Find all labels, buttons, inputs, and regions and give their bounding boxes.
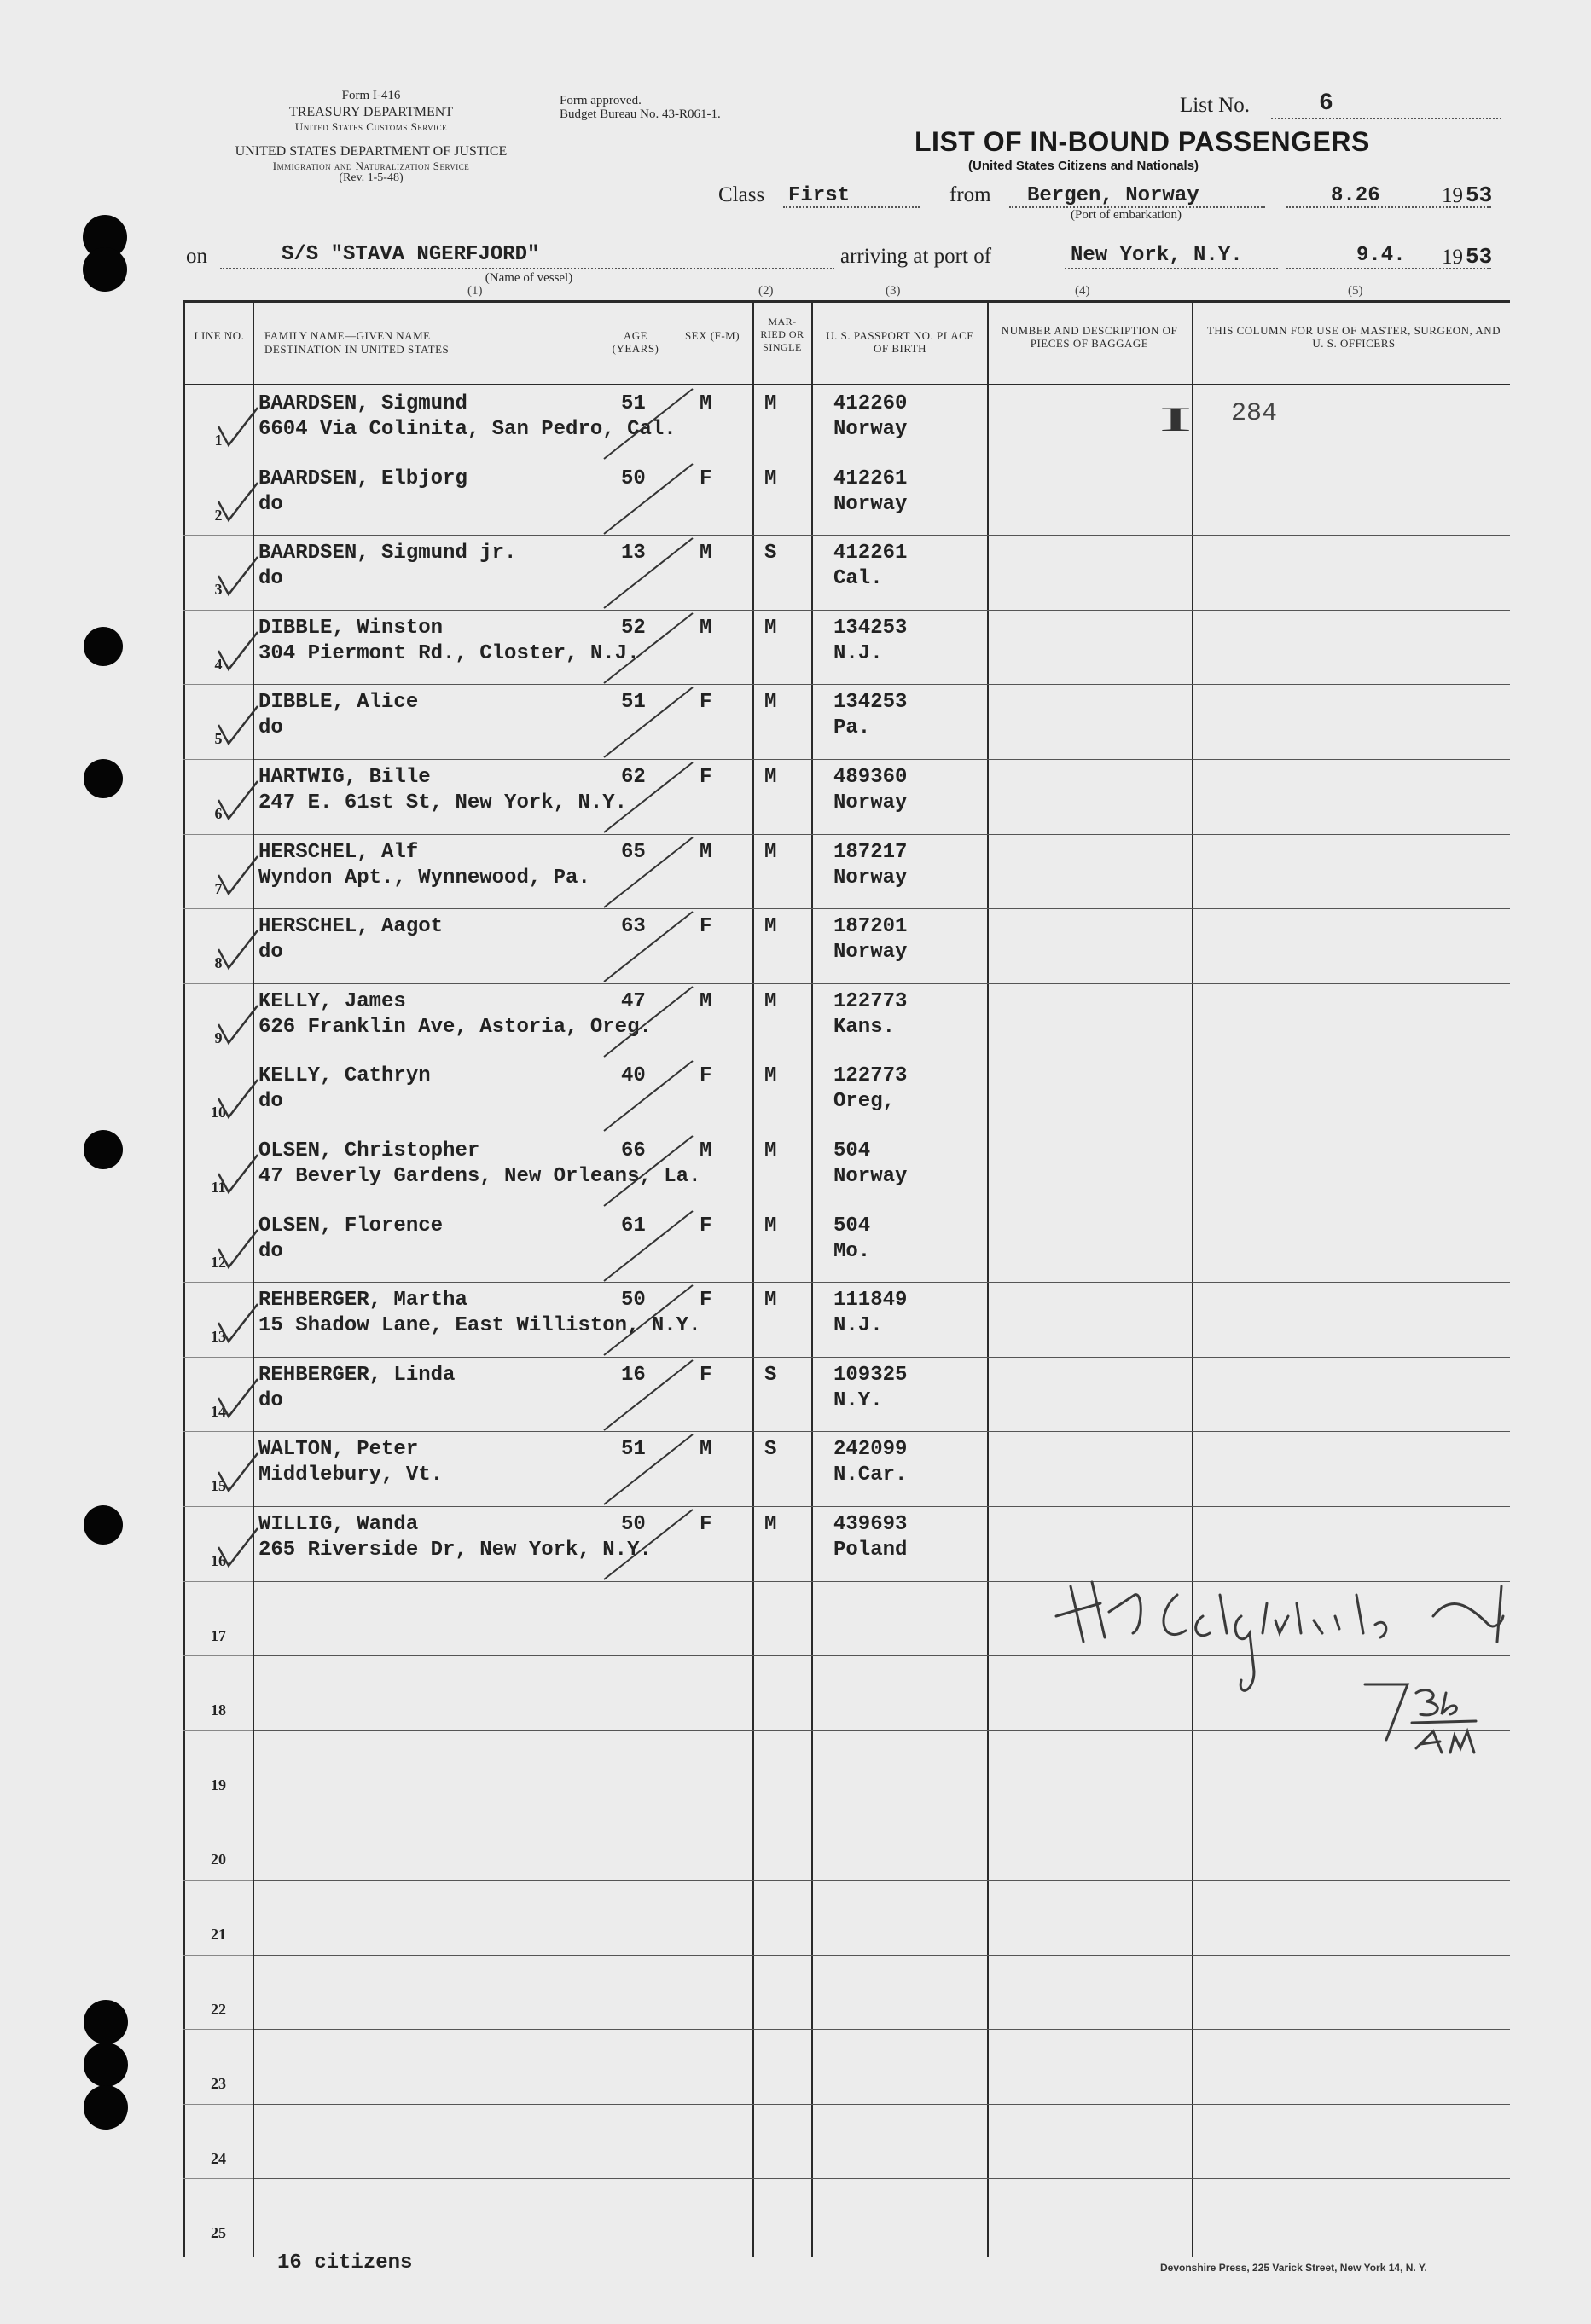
passenger-sex: F xyxy=(700,766,712,789)
tally-slash-mark xyxy=(597,759,700,836)
tally-check-mark xyxy=(213,851,264,902)
passport-number: 187201 xyxy=(833,915,908,938)
ins-label: Immigration and Naturalization Service xyxy=(272,159,470,172)
header-bottom-border xyxy=(183,384,1510,385)
line-number: 25 xyxy=(211,2224,226,2241)
passport-number: 412261 xyxy=(833,542,908,565)
row-separator xyxy=(183,1506,253,1507)
line-number: 6 xyxy=(214,805,223,822)
passenger-destination: do xyxy=(258,567,283,590)
row-separator xyxy=(254,759,1510,760)
col-divider-passport xyxy=(811,300,813,2257)
passenger-name: BAARDSEN, Sigmund xyxy=(258,392,467,415)
passenger-name: KELLY, Cathryn xyxy=(258,1064,431,1087)
tally-check-mark xyxy=(213,1075,264,1126)
passenger-marital: M xyxy=(764,691,777,714)
tally-check-mark xyxy=(213,1000,264,1052)
passenger-age: 50 xyxy=(621,467,646,490)
passenger-name: WALTON, Peter xyxy=(258,1438,419,1461)
header-baggage: NUMBER AND DESCRIPTION OF PIECES OF BAGGAGE xyxy=(1001,324,1178,350)
row-separator xyxy=(254,1655,1510,1656)
line-number: 15 xyxy=(211,1477,226,1494)
row-separator xyxy=(254,2104,1510,2105)
row-separator xyxy=(183,1581,253,1582)
arrival-year: 53 xyxy=(1466,244,1493,269)
passport-number: 111849 xyxy=(833,1289,908,1312)
row-separator xyxy=(254,1506,1510,1507)
line-number: 19 xyxy=(211,1776,226,1794)
passenger-marital: M xyxy=(764,841,777,864)
passenger-name: HERSCHEL, Alf xyxy=(258,841,419,864)
passenger-name: DIBBLE, Alice xyxy=(258,691,419,714)
line-number: 9 xyxy=(214,1029,223,1046)
col-divider-baggage xyxy=(987,300,989,2257)
tally-check-mark xyxy=(213,1225,264,1276)
passenger-age: 62 xyxy=(621,766,646,789)
tally-slash-mark xyxy=(597,684,700,761)
place-of-birth: Norway xyxy=(833,1165,908,1188)
form-approved: Form approved. xyxy=(560,94,642,107)
passenger-destination: 626 Franklin Ave, Astoria, Oreg. xyxy=(258,1016,652,1039)
place-of-birth: N.Y. xyxy=(833,1389,883,1412)
passenger-age: 66 xyxy=(621,1139,646,1162)
tally-check-mark xyxy=(213,776,264,827)
line-number: 1 xyxy=(214,432,223,449)
passenger-age: 50 xyxy=(621,1289,646,1312)
passport-number: 122773 xyxy=(833,1064,908,1087)
passenger-age: 13 xyxy=(621,542,646,565)
passenger-age: 47 xyxy=(621,990,646,1013)
passenger-age: 51 xyxy=(621,392,646,415)
row-separator xyxy=(183,2178,253,2179)
row-separator xyxy=(254,535,1510,536)
passenger-name: REHBERGER, Linda xyxy=(258,1364,456,1387)
customs-label: United States Customs Service xyxy=(294,120,448,133)
passenger-age: 50 xyxy=(621,1513,646,1536)
line-number: 24 xyxy=(211,2150,226,2167)
header-destination: DESTINATION IN UNITED STATES xyxy=(264,343,450,356)
passenger-destination: Wyndon Apt., Wynnewood, Pa. xyxy=(258,866,590,890)
tally-slash-mark xyxy=(597,1208,700,1284)
passenger-destination: Middlebury, Vt. xyxy=(258,1463,444,1487)
form-number: Form I-416 xyxy=(341,89,401,102)
passenger-age: 52 xyxy=(621,617,646,640)
row-separator xyxy=(183,1730,253,1731)
tally-check-mark xyxy=(213,627,264,678)
row-separator xyxy=(254,1357,1510,1358)
tally-check-mark xyxy=(213,1150,264,1201)
row-separator xyxy=(254,2178,1510,2179)
passenger-marital: S xyxy=(764,542,777,565)
tally-slash-mark xyxy=(597,1357,700,1434)
col-divider-officers xyxy=(1192,300,1193,2257)
depart-year: 53 xyxy=(1466,183,1493,208)
place-of-birth: Norway xyxy=(833,866,908,890)
row-separator xyxy=(183,684,253,685)
line-number: 4 xyxy=(214,656,223,673)
list-no-value: 6 xyxy=(1319,90,1333,117)
passenger-marital: M xyxy=(764,990,777,1013)
place-of-birth: Mo. xyxy=(833,1240,871,1263)
row-separator xyxy=(254,1431,1510,1432)
line-number: 2 xyxy=(214,507,223,524)
class-value: First xyxy=(788,184,851,207)
header-age: AGE (YEARS) xyxy=(612,329,659,355)
tally-check-mark xyxy=(213,1523,264,1574)
passport-number: 242099 xyxy=(833,1438,908,1461)
tally-check-mark xyxy=(213,1299,264,1350)
officer-number: 284 xyxy=(1231,399,1278,428)
row-separator xyxy=(183,983,253,984)
place-of-birth: Oreg, xyxy=(833,1090,896,1113)
embark-caption: (Port of embarkation) xyxy=(1071,208,1182,222)
passenger-sex: F xyxy=(700,1513,712,1536)
passenger-destination: 15 Shadow Lane, East Williston, N.Y. xyxy=(258,1314,701,1337)
passenger-sex: F xyxy=(700,1064,712,1087)
line-number: 12 xyxy=(211,1254,226,1271)
row-separator xyxy=(254,1730,1510,1731)
passport-number: 504 xyxy=(833,1214,871,1237)
header-sex: SEX (F-M) xyxy=(684,329,740,342)
rev-label: (Rev. 1-5-48) xyxy=(339,171,404,184)
passenger-age: 16 xyxy=(621,1364,646,1387)
passport-number: 109325 xyxy=(833,1364,908,1387)
passenger-destination: do xyxy=(258,1090,283,1113)
place-of-birth: Poland xyxy=(833,1539,908,1562)
line-number: 11 xyxy=(211,1179,226,1196)
passenger-destination: 247 E. 61st St, New York, N.Y. xyxy=(258,791,628,814)
passport-number: 122773 xyxy=(833,990,908,1013)
passenger-sex: M xyxy=(700,617,712,640)
passenger-destination: do xyxy=(258,716,283,739)
tally-check-mark xyxy=(213,701,264,752)
col-divider-line xyxy=(183,300,185,2257)
row-separator xyxy=(254,1955,1510,1956)
line-number: 16 xyxy=(211,1552,226,1569)
tally-check-mark xyxy=(213,1448,264,1499)
passenger-marital: M xyxy=(764,1064,777,1087)
col-number-5: (5) xyxy=(1348,284,1363,298)
vessel-name: S/S "STAVA NGERFJORD" xyxy=(282,243,540,266)
tally-slash-mark xyxy=(597,1133,700,1209)
passenger-destination: do xyxy=(258,1389,283,1412)
tally-slash-mark xyxy=(597,1431,700,1508)
passport-number: 504 xyxy=(833,1139,871,1162)
passport-number: 134253 xyxy=(833,617,908,640)
col-number-1: (1) xyxy=(467,284,483,298)
passport-number: 489360 xyxy=(833,766,908,789)
passenger-destination: do xyxy=(258,1240,283,1263)
line-number: 10 xyxy=(211,1104,226,1121)
place-of-birth: Norway xyxy=(833,791,908,814)
col-divider-married xyxy=(752,300,754,2257)
col-number-2: (2) xyxy=(758,284,774,298)
line-number: 23 xyxy=(211,2075,226,2092)
passenger-sex: F xyxy=(700,1289,712,1312)
place-of-birth: Kans. xyxy=(833,1016,896,1039)
passenger-name: OLSEN, Florence xyxy=(258,1214,444,1237)
passenger-marital: M xyxy=(764,467,777,490)
tally-check-mark xyxy=(213,925,264,977)
passenger-age: 51 xyxy=(621,1438,646,1461)
row-separator xyxy=(183,1282,253,1283)
place-of-birth: N.J. xyxy=(833,1314,883,1337)
arrival-date: 9.4. xyxy=(1356,244,1406,267)
place-of-birth: Norway xyxy=(833,941,908,964)
line-number: 20 xyxy=(211,1851,226,1868)
header-officers: THIS COLUMN FOR USE OF MASTER, SURGEON, AND U. S. OFFICERS xyxy=(1206,324,1501,350)
row-separator xyxy=(183,535,253,536)
passenger-age: 65 xyxy=(621,841,646,864)
row-separator xyxy=(183,1880,253,1881)
row-separator xyxy=(183,1431,253,1432)
passenger-age: 63 xyxy=(621,915,646,938)
row-separator xyxy=(254,2029,1510,2030)
tally-check-mark xyxy=(213,552,264,603)
passenger-marital: M xyxy=(764,1289,777,1312)
line-number: 3 xyxy=(214,581,223,598)
class-label: Class xyxy=(718,183,765,206)
passenger-name: HARTWIG, Bille xyxy=(258,766,431,789)
passenger-sex: F xyxy=(700,467,712,490)
row-separator xyxy=(254,610,1510,611)
passenger-sex: F xyxy=(700,1214,712,1237)
passenger-name: WILLIG, Wanda xyxy=(258,1513,419,1536)
passenger-sex: M xyxy=(700,841,712,864)
passenger-marital: S xyxy=(764,1438,777,1461)
place-of-birth: Cal. xyxy=(833,567,883,590)
tally-slash-mark xyxy=(597,535,700,611)
row-separator xyxy=(183,759,253,760)
passenger-sex: F xyxy=(700,691,712,714)
passenger-age: 51 xyxy=(621,691,646,714)
passenger-marital: M xyxy=(764,1139,777,1162)
citizens-count: 16 citizens xyxy=(277,2252,413,2275)
row-separator xyxy=(183,2029,253,2030)
depart-date: 8.26 xyxy=(1331,184,1380,207)
row-separator xyxy=(254,1282,1510,1283)
passenger-marital: M xyxy=(764,766,777,789)
line-number: 17 xyxy=(211,1627,226,1644)
header-passport: U. S. PASSPORT NO. PLACE OF BIRTH xyxy=(826,329,974,355)
tally-slash-mark xyxy=(597,983,700,1060)
line-number: 14 xyxy=(211,1403,226,1420)
passport-number: 187217 xyxy=(833,841,908,864)
place-of-birth: Norway xyxy=(833,418,908,441)
arrival-year-prefix: 19 xyxy=(1442,246,1463,269)
col-number-3: (3) xyxy=(886,284,901,298)
header-line-no: LINE NO. xyxy=(194,329,245,342)
passenger-name: OLSEN, Christopher xyxy=(258,1139,480,1162)
table-top-border xyxy=(183,300,1510,303)
passenger-sex: M xyxy=(700,392,712,415)
row-separator xyxy=(254,908,1510,909)
printer-imprint: Devonshire Press, 225 Varick Street, New York 14, N. Y. xyxy=(1160,2262,1427,2274)
treasury-label: TREASURY DEPARTMENT xyxy=(288,105,454,119)
passenger-name: HERSCHEL, Aagot xyxy=(258,915,444,938)
passenger-destination: 47 Beverly Gardens, New Orleans, La. xyxy=(258,1165,701,1188)
passenger-destination: do xyxy=(258,493,283,516)
row-separator xyxy=(183,908,253,909)
tally-check-mark xyxy=(213,1374,264,1425)
passport-number: 439693 xyxy=(833,1513,908,1536)
vessel-caption: (Name of vessel) xyxy=(485,271,573,285)
row-separator xyxy=(183,1655,253,1656)
justice-label: UNITED STATES DEPARTMENT OF JUSTICE xyxy=(235,144,508,159)
passenger-name: BAARDSEN, Elbjorg xyxy=(258,467,467,490)
passport-number: 134253 xyxy=(833,691,908,714)
row-separator xyxy=(183,834,253,835)
line-number: 18 xyxy=(211,1701,226,1718)
arrival-port: New York, N.Y. xyxy=(1071,244,1243,267)
tally-slash-mark xyxy=(597,1058,700,1134)
col-number-4: (4) xyxy=(1075,284,1090,298)
passenger-marital: M xyxy=(764,392,777,415)
arriving-label: arriving at port of xyxy=(840,245,992,268)
passenger-marital: S xyxy=(764,1364,777,1387)
line-number: 5 xyxy=(214,730,223,747)
tally-check-mark xyxy=(213,403,264,454)
passenger-name: REHBERGER, Martha xyxy=(258,1289,467,1312)
tally-slash-mark xyxy=(597,1282,700,1359)
line-number: 7 xyxy=(214,880,223,897)
tally-slash-mark xyxy=(597,461,700,537)
passenger-destination: 6604 Via Colinita, San Pedro, Cal. xyxy=(258,418,676,441)
passenger-age: 40 xyxy=(621,1064,646,1087)
row-separator xyxy=(254,1880,1510,1881)
line-number: 8 xyxy=(214,954,223,971)
header-name: FAMILY NAME—GIVEN NAME xyxy=(264,329,431,342)
on-label: on xyxy=(186,245,207,268)
tally-slash-mark xyxy=(597,908,700,985)
row-separator xyxy=(183,1357,253,1358)
tally-slash-mark xyxy=(597,834,700,911)
tally-slash-mark xyxy=(597,1506,700,1583)
officer-tally-mark: I xyxy=(1158,400,1193,438)
passenger-destination: 304 Piermont Rd., Closter, N.J. xyxy=(258,642,640,665)
passenger-marital: M xyxy=(764,617,777,640)
passenger-marital: M xyxy=(764,915,777,938)
depart-year-prefix: 19 xyxy=(1442,184,1463,207)
budget-bureau: Budget Bureau No. 43-R061-1. xyxy=(560,107,721,121)
line-number: 22 xyxy=(211,2001,226,2018)
passport-number: 412260 xyxy=(833,392,908,415)
row-separator xyxy=(254,983,1510,984)
place-of-birth: Pa. xyxy=(833,716,871,739)
place-of-birth: N.Car. xyxy=(833,1463,908,1487)
passenger-sex: M xyxy=(700,990,712,1013)
list-no-label: List No. xyxy=(1180,94,1250,117)
row-separator xyxy=(183,1955,253,1956)
row-separator xyxy=(183,610,253,611)
from-label: from xyxy=(949,183,991,206)
passenger-age: 61 xyxy=(621,1214,646,1237)
document-subtitle: (United States Citizens and Nationals) xyxy=(968,159,1199,173)
place-of-birth: Norway xyxy=(833,493,908,516)
passenger-destination: do xyxy=(258,941,283,964)
passenger-sex: M xyxy=(700,1438,712,1461)
header-married: MAR- RIED OR SINGLE xyxy=(760,316,804,353)
line-number: 13 xyxy=(211,1328,226,1345)
passenger-name: KELLY, James xyxy=(258,990,406,1013)
row-separator xyxy=(254,834,1510,835)
passenger-sex: M xyxy=(700,1139,712,1162)
passenger-name: BAARDSEN, Sigmund jr. xyxy=(258,542,517,565)
tally-slash-mark xyxy=(597,610,700,687)
row-separator xyxy=(254,1581,1510,1582)
place-of-birth: N.J. xyxy=(833,642,883,665)
line-number: 21 xyxy=(211,1926,226,1943)
passport-number: 412261 xyxy=(833,467,908,490)
passenger-sex: F xyxy=(700,1364,712,1387)
from-value: Bergen, Norway xyxy=(1027,184,1199,207)
tally-slash-mark xyxy=(597,385,700,462)
row-separator xyxy=(183,2104,253,2105)
document-title: LIST OF IN-BOUND PASSENGERS xyxy=(915,126,1370,157)
passenger-marital: M xyxy=(764,1513,777,1536)
passenger-destination: 265 Riverside Dr, New York, N.Y. xyxy=(258,1539,652,1562)
passenger-sex: M xyxy=(700,542,712,565)
passenger-sex: F xyxy=(700,915,712,938)
row-separator xyxy=(254,684,1510,685)
passenger-marital: M xyxy=(764,1214,777,1237)
tally-check-mark xyxy=(213,478,264,529)
passenger-name: DIBBLE, Winston xyxy=(258,617,444,640)
